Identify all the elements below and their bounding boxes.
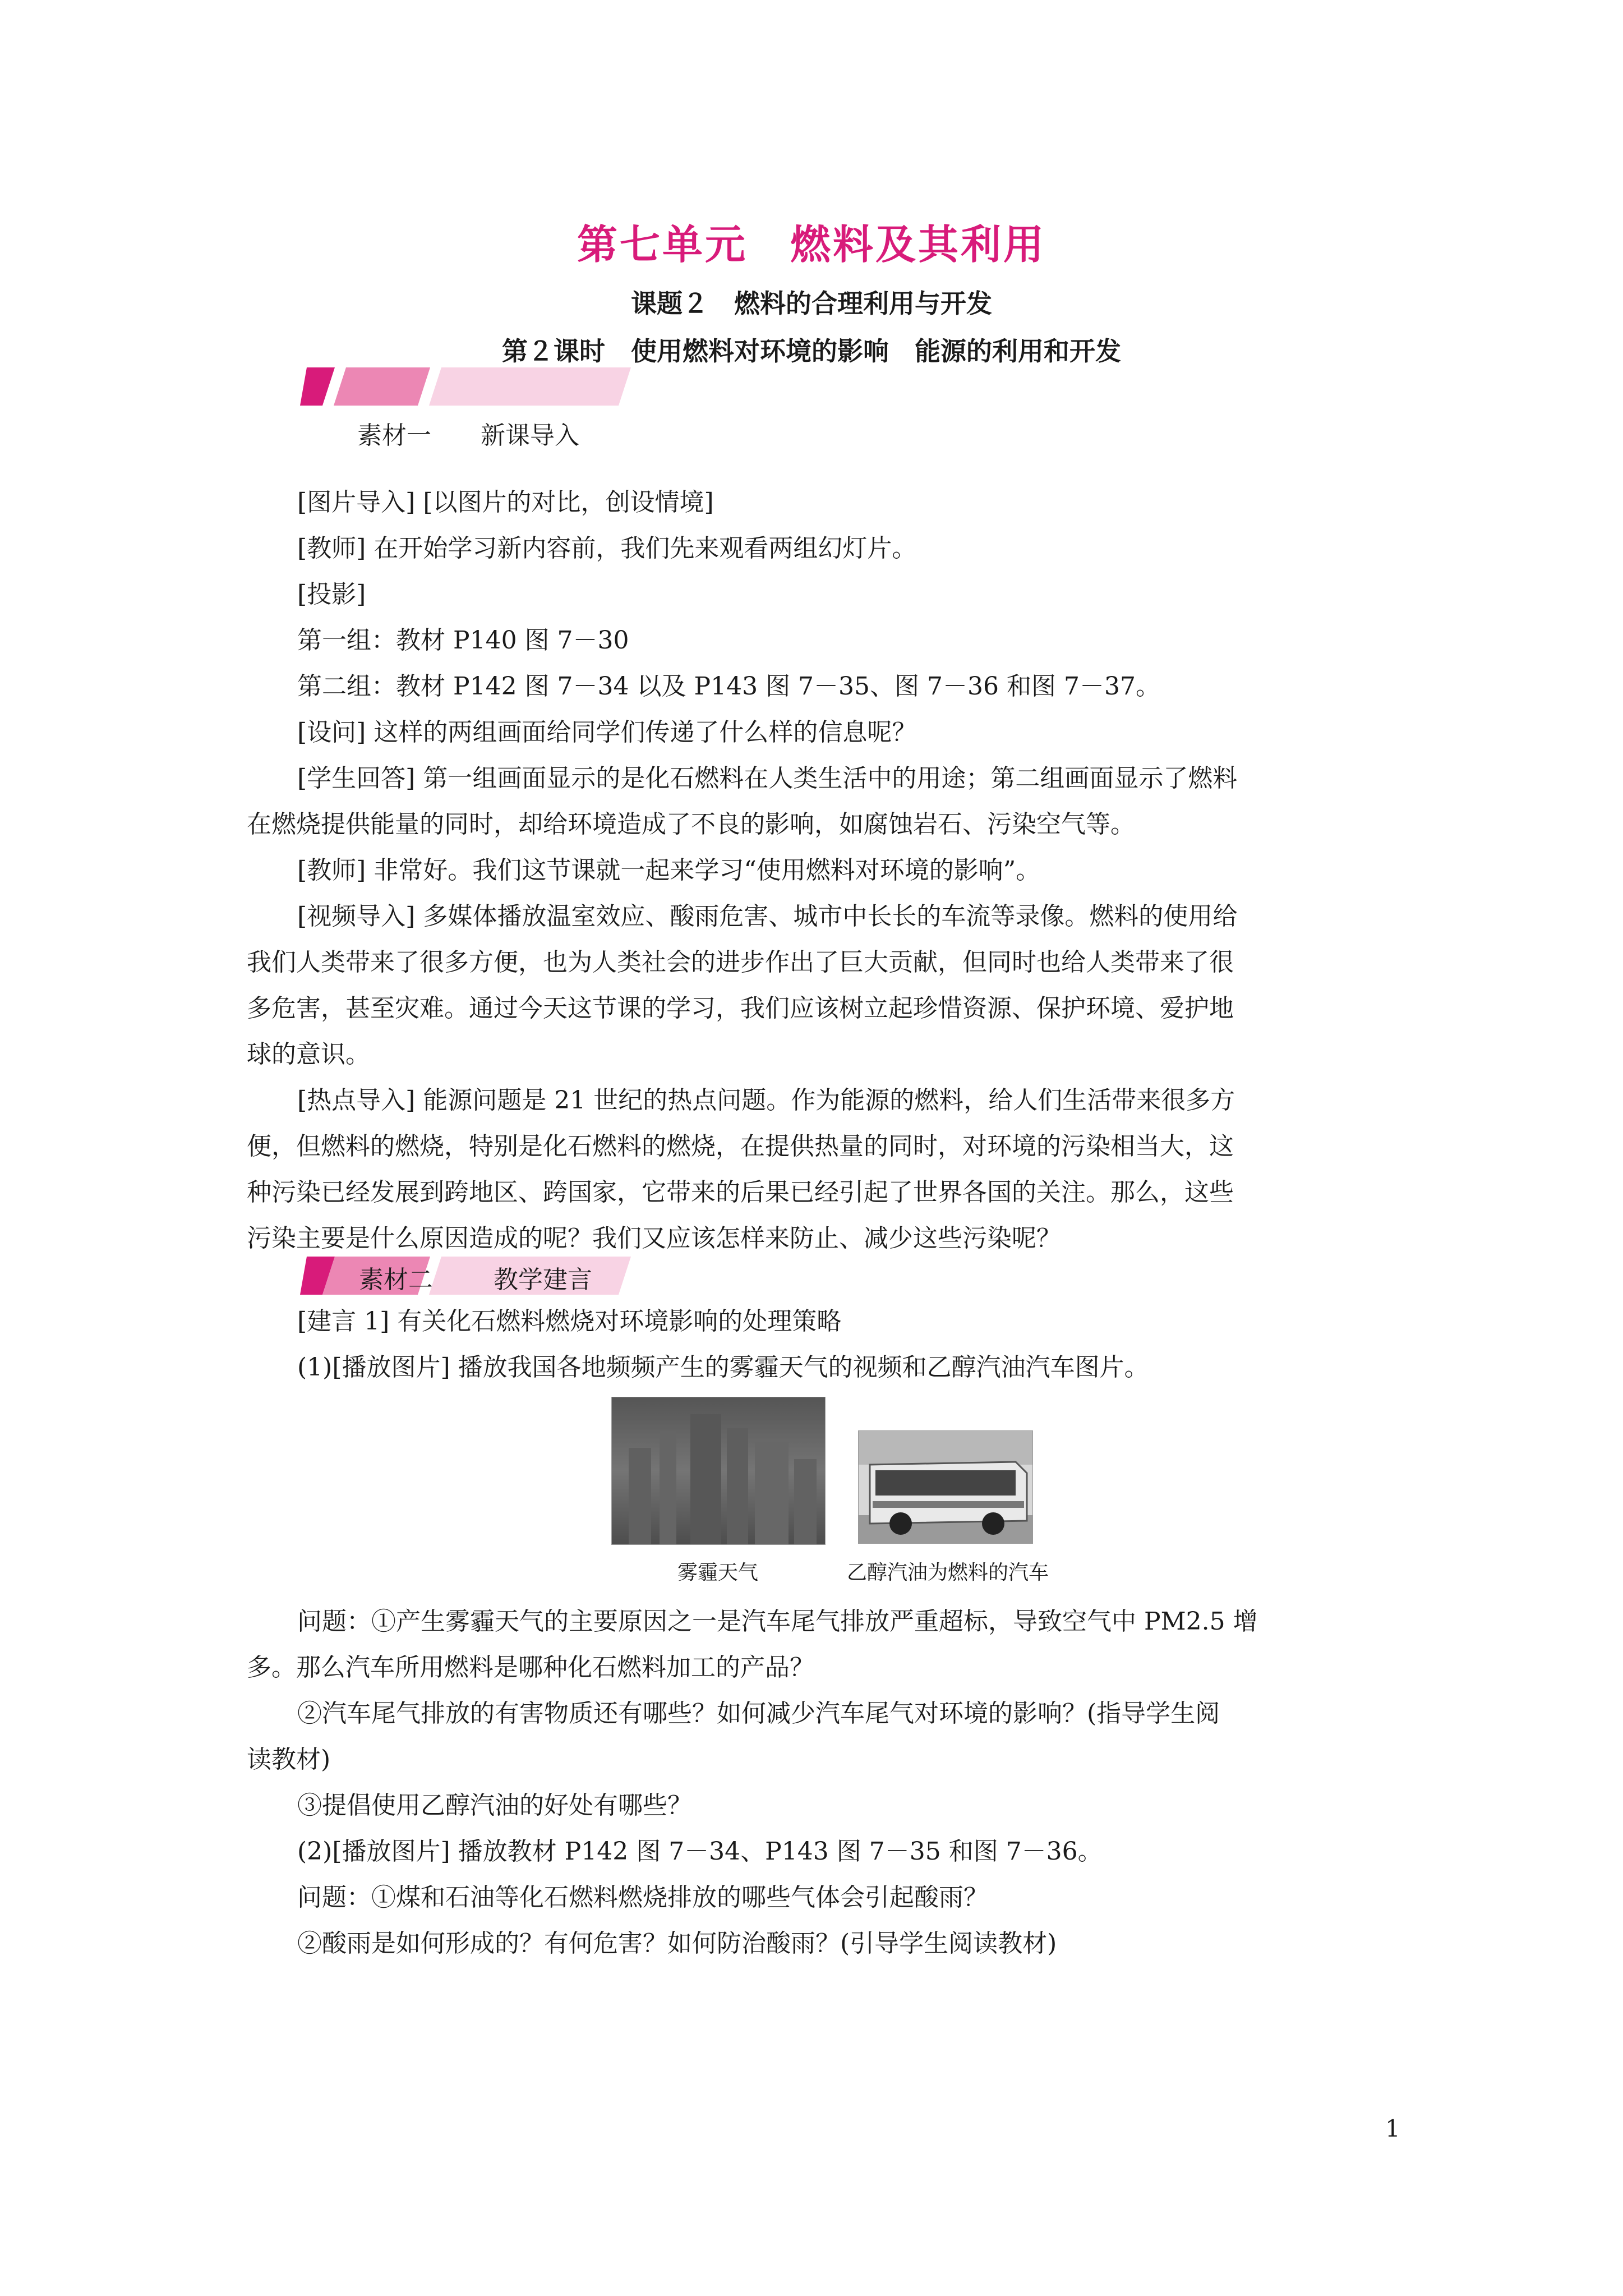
page-number: 1 xyxy=(1385,2115,1400,2142)
section1-label: 素材一 新课导入 xyxy=(357,421,579,450)
bus-photo xyxy=(858,1430,1033,1544)
period-title: 第２课时 使用燃料对环境的影响 能源的利用和开发 xyxy=(502,336,1121,366)
bus-caption: 乙醇汽油为燃料的汽车 xyxy=(846,1561,1049,1584)
text-line: ②汽车尾气排放的有害物质还有哪些？如何减少汽车尾气对环境的影响？(指导学生阅 xyxy=(297,1699,1220,1728)
text-line: 问题：①煤和石油等化石燃料燃烧排放的哪些气体会引起酸雨？ xyxy=(297,1883,988,1912)
text-line: ③提倡使用乙醇汽油的好处有哪些？ xyxy=(297,1791,692,1820)
unit-title: 第七单元 燃料及其利用 xyxy=(577,220,1046,268)
text-line: [图片导入] [以图片的对比，创设情境] xyxy=(297,488,714,517)
section2-label-b: 教学建言 xyxy=(494,1266,592,1294)
text-line: 问题：①产生雾霾天气的主要原因之一是汽车尾气排放严重超标，导致空气中 PM2.5 增 xyxy=(297,1607,1258,1636)
section2-body-bottom xyxy=(247,1599,1396,1967)
text-line: (2)[播放图片] 播放教材 P142 图 7－34、P143 图 7－35 和图 7－36。 xyxy=(297,1837,1103,1866)
text-line: 第二组：教材 P142 图 7－34 以及 P143 图 7－35、图 7－36 和图 7－37。 xyxy=(297,672,1160,701)
text-line: 我们人类带来了很多方便，也为人类社会的进步作出了巨大贡献，但同时也给人类带来了很 xyxy=(247,948,1234,977)
text-line: [投影] xyxy=(297,580,366,609)
section2-body-top xyxy=(297,1299,1396,1391)
text-line: [学生回答] 第一组画面显示的是化石燃料在人类生活中的用途；第二组画面显示了燃料 xyxy=(297,764,1238,793)
text-line: [建言 1] 有关化石燃料燃烧对环境影响的处理策略 xyxy=(297,1307,842,1336)
text-line: 污染主要是什么原因造成的呢？我们又应该怎样来防止、减少这些污染呢？ xyxy=(247,1224,1061,1253)
text-line: 多危害，甚至灾难。通过今天这节课的学习，我们应该树立起珍惜资源、保护环境、爱护地 xyxy=(247,994,1234,1023)
text-line: [视频导入] 多媒体播放温室效应、酸雨危害、城市中长长的车流等录像。燃料的使用给 xyxy=(297,902,1238,931)
text-line: 第一组：教材 P140 图 7－30 xyxy=(297,626,629,655)
smog-caption: 雾霾天气 xyxy=(677,1561,758,1584)
text-line: 球的意识。 xyxy=(247,1040,370,1069)
text-line: [教师] 在开始学习新内容前，我们先来观看两组幻灯片。 xyxy=(297,534,917,563)
lesson-title: 课题２ 燃料的合理利用与开发 xyxy=(631,288,992,319)
section1-body xyxy=(247,480,1396,1262)
text-line: 便，但燃料的燃烧，特别是化石燃料的燃烧，在提供热量的同时，对环境的污染相当大，这 xyxy=(247,1132,1234,1161)
text-line: [教师] 非常好。我们这节课就一起来学习“使用燃料对环境的影响”。 xyxy=(297,856,1041,885)
text-line: [热点导入] 能源问题是 21 世纪的热点问题。作为能源的燃料，给人们生活带来很多方 xyxy=(297,1086,1235,1115)
section2-label-a: 素材二 xyxy=(359,1266,433,1294)
text-line: 读教材) xyxy=(247,1745,331,1774)
text-line: 种污染已经发展到跨地区、跨国家，它带来的后果已经引起了世界各国的关注。那么，这些 xyxy=(247,1178,1234,1207)
text-line: ②酸雨是如何形成的？有何危害？如何防治酸雨？(引导学生阅读教材) xyxy=(297,1929,1057,1958)
text-line: 在燃烧提供能量的同时，却给环境造成了不良的影响，如腐蚀岩石、污染空气等。 xyxy=(247,810,1135,839)
text-line: (1)[播放图片] 播放我国各地频频产生的雾霾天气的视频和乙醇汽油汽车图片。 xyxy=(297,1353,1149,1382)
text-line: [设问] 这样的两组画面给同学们传递了什么样的信息呢？ xyxy=(297,718,917,747)
section1-banner-graphic xyxy=(300,367,631,406)
text-line: 多。那么汽车所用燃料是哪种化石燃料加工的产品？ xyxy=(247,1653,814,1682)
smog-photo xyxy=(611,1397,826,1545)
